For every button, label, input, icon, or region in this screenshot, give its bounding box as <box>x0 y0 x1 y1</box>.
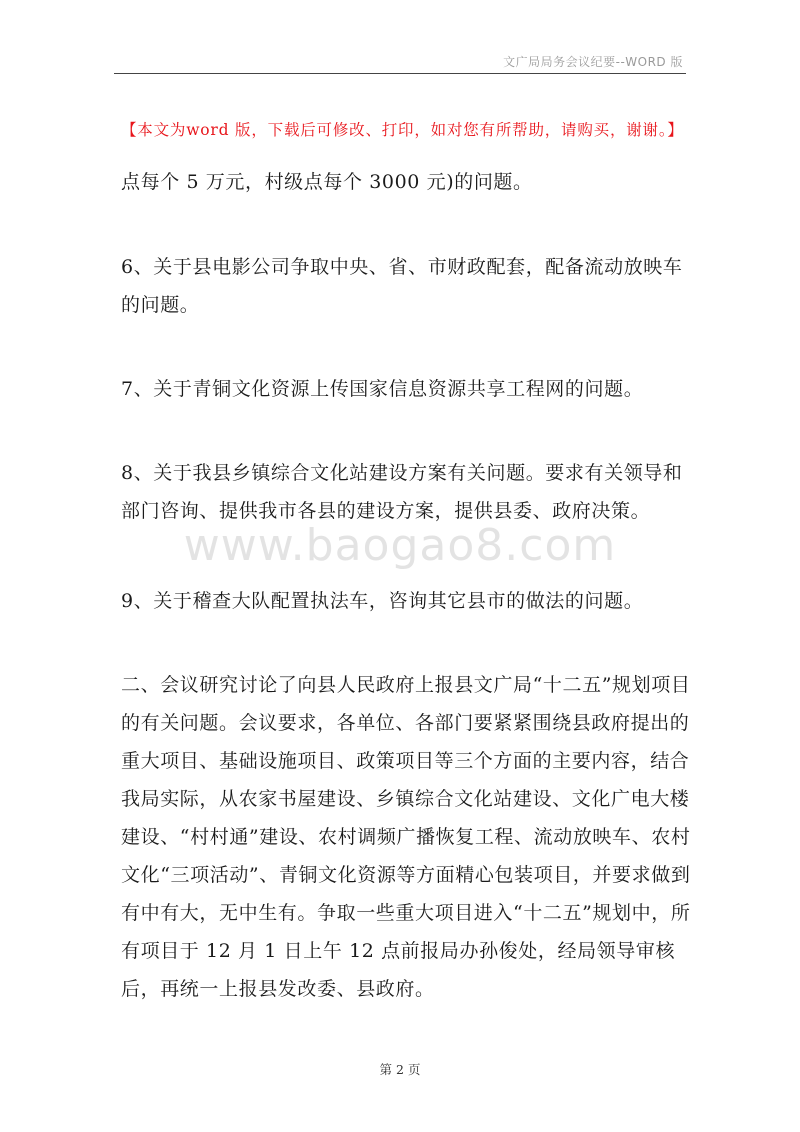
paragraph-item-6: 6、关于县电影公司争取中央、省、市财政配套，配备流动放映车的问题。 <box>121 256 683 316</box>
header-divider <box>114 73 686 74</box>
paragraph-item-7: 7、关于青铜文化资源上传国家信息资源共享工程网的问题。 <box>121 378 644 400</box>
paragraph-continuation: 点每个 5 万元，村级点每个 3000 元)的问题。 <box>121 171 533 193</box>
paragraph-section-2: 二、会议研究讨论了向县人民政府上报县文广局“十二五”规划项目的有关问题。会议要求，各单位、各部门要紧紧围绕县政府提出的重大项目、基础设施项目、政策项目等三个方面的主要内容，结合我局实际，从农家书屋建设、乡镇综合文化站建设、文化广电大楼建设、“村村通”建设、农村调频广播恢复工程、流动放映车、农村文化“三项活动”、青铜文化资源等方面精心包装项目，并要求做到有中有大，无中生有。争取一些重大项目进入“十二五”规划中，所有项目于 12 月 1 日上午 12 点前报局办孙俊处，经局领导审核后，再统一上报县发改委、县政府。 <box>121 674 691 1000</box>
page-header-title: 文广局局务会议纪要--WORD 版 <box>503 55 683 69</box>
purchase-notice: 【本文为word 版，下载后可修改、打印，如对您有所帮助，请购买，谢谢。】 <box>121 121 684 139</box>
watermark-text: www.baogao8.com <box>183 520 617 571</box>
page-number: 第 2 页 <box>379 1062 421 1077</box>
paragraph-item-9: 9、关于稽查大队配置执法车，咨询其它县市的做法的问题。 <box>121 590 644 612</box>
paragraph-item-8: 8、关于我县乡镇综合文化站建设方案有关问题。要求有关领导和部门咨询、提供我市各县的建设方案，提供县委、政府决策。 <box>121 462 683 522</box>
